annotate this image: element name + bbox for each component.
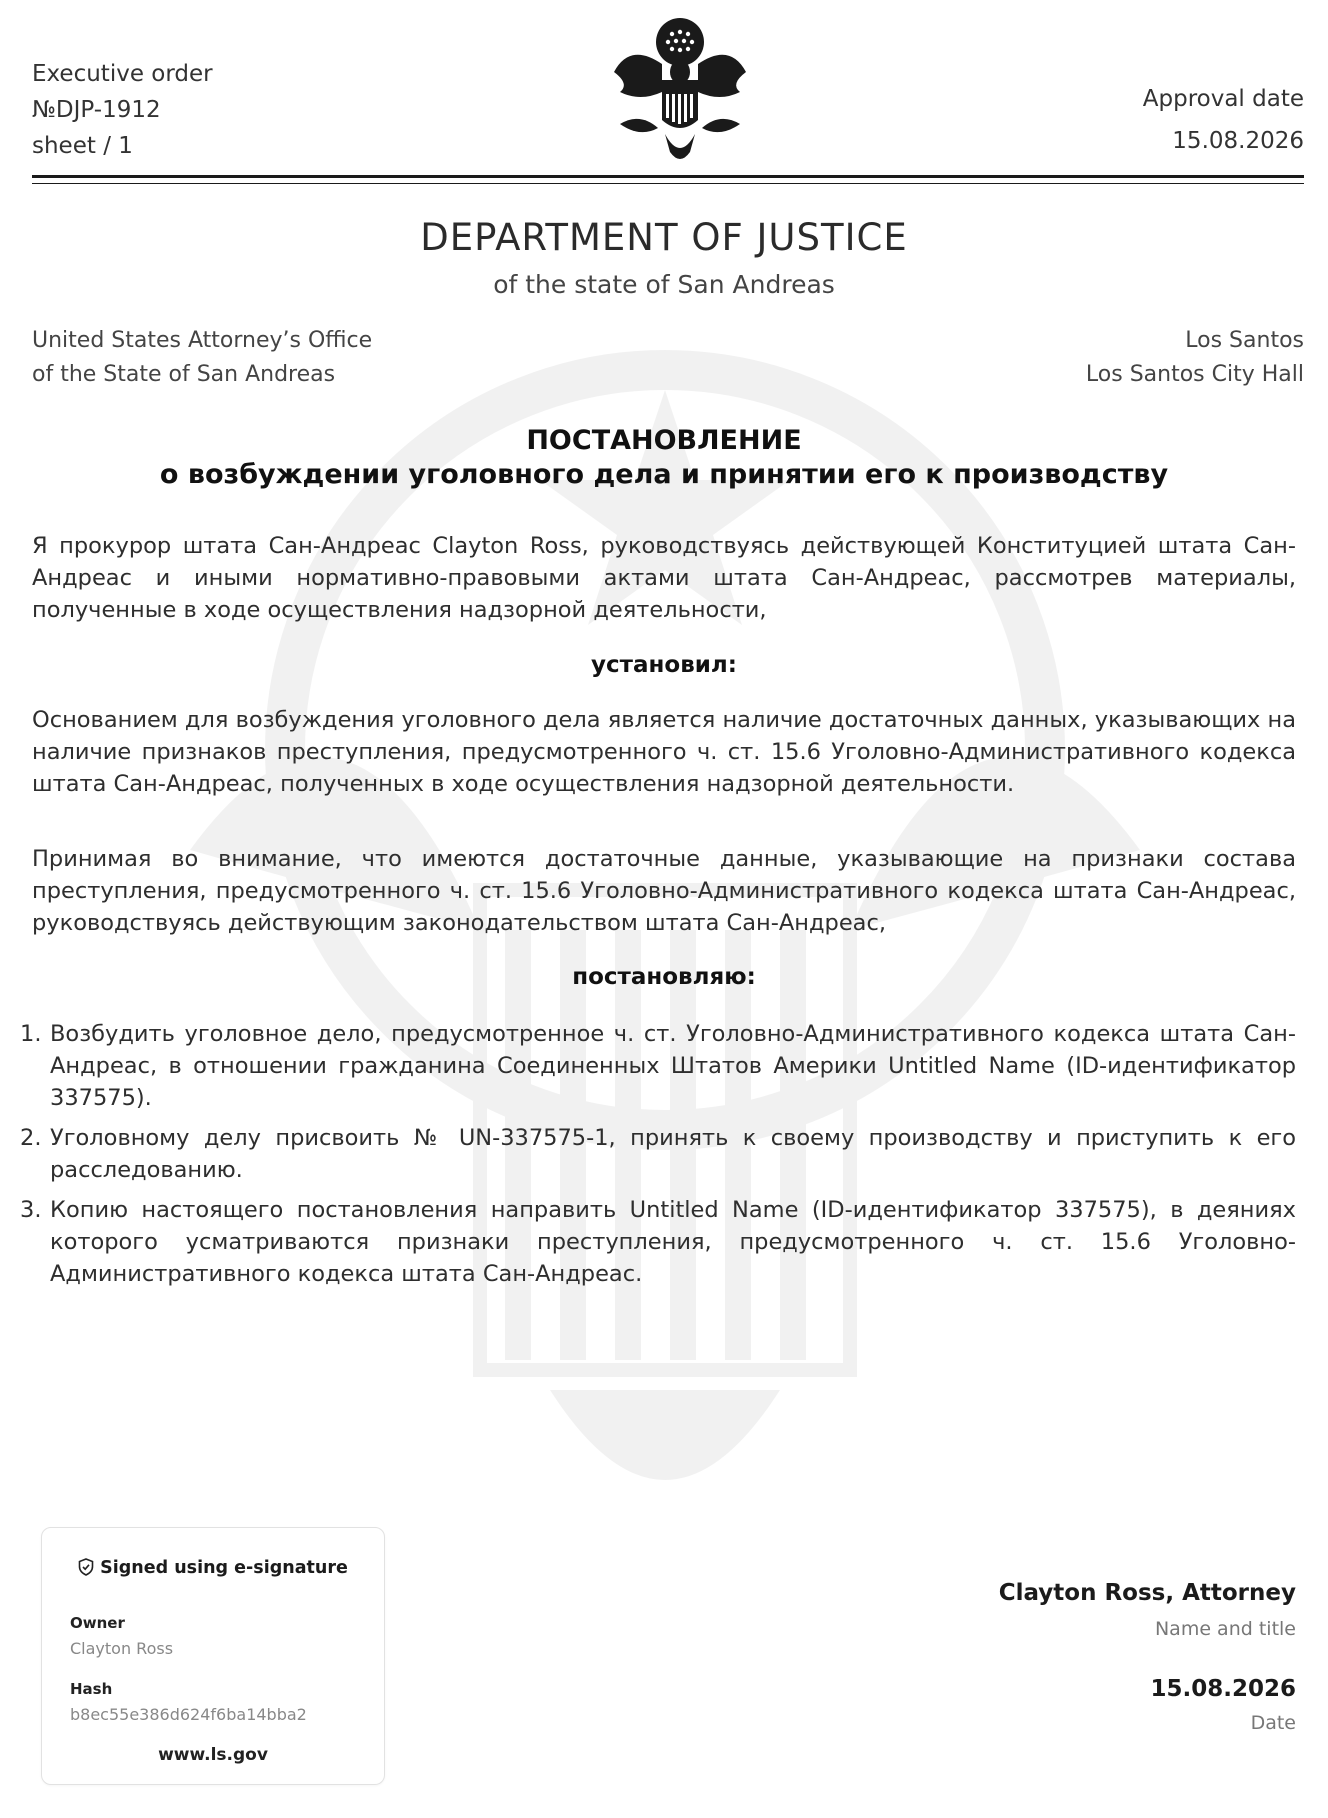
office-address-left <box>32 324 372 392</box>
order-number: №DJP-1912 <box>32 97 161 123</box>
list-item-number: 3. <box>20 1197 42 1223</box>
established-heading: установил: <box>591 652 737 678</box>
office-line-1: United States Attorney’s Office <box>32 328 373 353</box>
considering-paragraph: Принимая во внимание, что имеются достаточные данные, указывающие на признаки состава преступления, предусмотренного ч. ст. 15.6 Уголовно-Административного кодекса штата Сан-Андреас, руководствуясь действующим законодательством штата Сан-Андреас, <box>32 846 1296 936</box>
shield-check-icon <box>78 1558 94 1576</box>
list-item <box>20 1122 1296 1186</box>
e-signature-card <box>41 1527 385 1785</box>
sheet-number: sheet / 1 <box>32 133 133 159</box>
resolve-heading: постановляю: <box>572 964 756 990</box>
city-hall-line: Los Santos City Hall <box>1085 362 1304 387</box>
approval-date: 15.08.2026 <box>1172 128 1304 154</box>
hash-value: b8ec55e386d624f6ba14bba2 <box>70 1705 307 1724</box>
approval-info <box>1143 78 1304 162</box>
e-signature-heading-text: Signed using e-signature <box>100 1558 348 1578</box>
list-item-number: 1. <box>20 1021 42 1047</box>
document-title-sub: о возбуждении уголовного дела и принятии его к производству <box>159 459 1169 490</box>
header-rule-thin <box>32 183 1304 184</box>
header-rule-thick <box>32 175 1304 178</box>
list-item-text: Уголовному делу присвоить № UN-337575-1, принять к своему производству и приступить к его расследованию. <box>50 1125 1296 1183</box>
signer-name: Clayton Ross, Attorney <box>998 1580 1296 1606</box>
approval-label: Approval date <box>1142 86 1304 112</box>
department-title: DEPARTMENT OF JUSTICE <box>420 216 908 259</box>
list-item-text: Возбудить уголовное дело, предусмотренное ч. ст. Уголовно-Административного кодекса штата Сан-Андреас, в отношении гражданина Соединенных Штатов Америки Untitled Name (ID-идентификатор 337575). <box>50 1021 1296 1111</box>
document-title <box>0 424 1328 492</box>
resolution-list <box>20 1018 1296 1298</box>
list-item <box>20 1194 1296 1290</box>
website-link[interactable]: www.ls.gov <box>158 1745 268 1765</box>
city-line: Los Santos <box>1185 328 1304 353</box>
signature-date-caption: Date <box>1250 1712 1296 1734</box>
order-label: Executive order <box>32 61 213 87</box>
office-line-2: of the State of San Andreas <box>32 362 336 387</box>
order-info <box>32 56 213 164</box>
list-item <box>20 1018 1296 1114</box>
signature-date: 15.08.2026 <box>1150 1676 1296 1702</box>
e-signature-heading <box>42 1558 384 1578</box>
basis-paragraph: Основанием для возбуждения уголовного дела является наличие достаточных данных, указывающих на наличие признаков преступления, предусмотренного ч. ст. 15.6 Уголовно-Административного кодекса штата Сан-Андреас, полученных в ходе осуществления надзорной деятельности. <box>32 707 1296 797</box>
great-seal-eagle-icon <box>610 12 750 167</box>
owner-label: Owner <box>70 1614 125 1632</box>
signer-name-caption: Name and title <box>1154 1618 1296 1640</box>
intro-paragraph: Я прокурор штата Сан-Андреас Clayton Ross, руководствуясь действующей Конституцией штата Сан-Андреас и иными нормативно-правовыми актами штата Сан-Андреас, рассмотрев материалы, полученные в ходе осуществления надзорной деятельности, <box>32 533 1296 623</box>
hash-label: Hash <box>70 1680 113 1698</box>
office-address-right <box>1086 324 1304 392</box>
department-subtitle: of the state of San Andreas <box>493 270 835 299</box>
watermark-seal-icon <box>150 330 1180 1590</box>
list-item-text: Копию настоящего постановления направить Untitled Name (ID-идентификатор 337575), в деяниях которого усматриваются признаки преступления, предусмотренного ч. ст. 15.6 Уголовно-Административного кодекса штата Сан-Андреас. <box>50 1197 1296 1287</box>
owner-value: Clayton Ross <box>70 1639 174 1658</box>
document-title-main: ПОСТАНОВЛЕНИЕ <box>526 425 802 456</box>
list-item-number: 2. <box>20 1125 42 1151</box>
